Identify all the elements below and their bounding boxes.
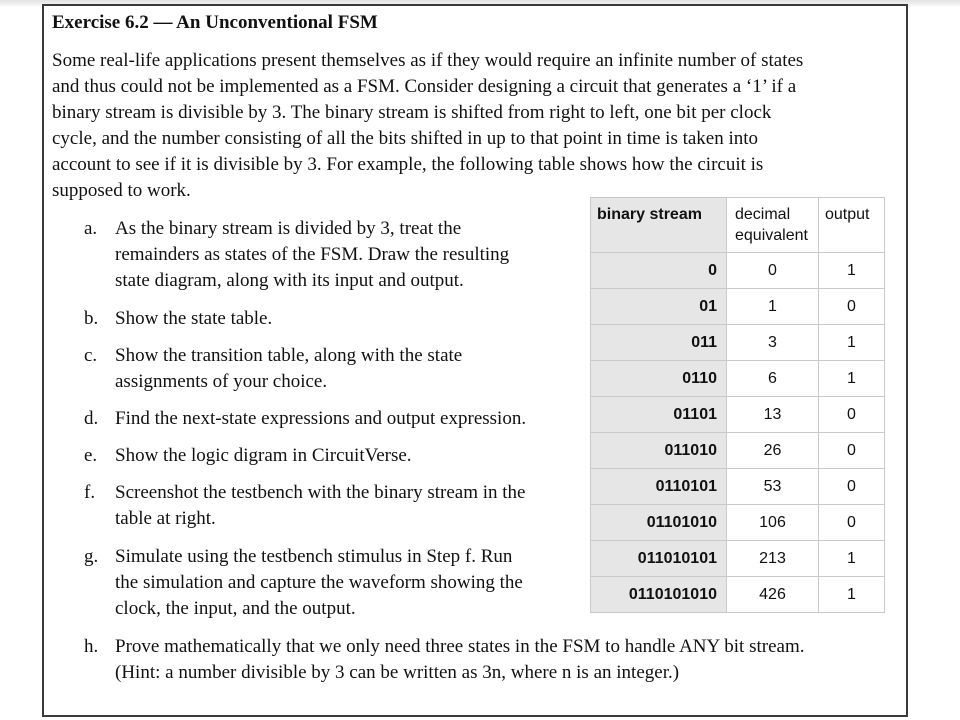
task-text: Find the next-state expressions and output expression. xyxy=(115,408,527,429)
task-letter: b. xyxy=(84,308,99,329)
cell-decimal: 3 xyxy=(727,325,819,361)
header-binary-stream: binary stream xyxy=(591,198,727,253)
header-decimal-equivalent: decimal equivalent xyxy=(727,198,819,253)
cell-output: 1 xyxy=(819,253,885,289)
task-text: Screenshot the testbench with the binary stream in the xyxy=(115,482,526,503)
cell-decimal: 13 xyxy=(727,397,819,433)
cell-binary-stream: 011 xyxy=(591,325,727,361)
task-letter: d. xyxy=(84,408,99,429)
task-letter: a. xyxy=(84,218,98,239)
task-text: Simulate using the testbench stimulus in Step f. Run xyxy=(115,546,513,567)
task-text: state diagram, along with its input and output. xyxy=(115,270,464,291)
binary-stream-table xyxy=(590,197,885,613)
task-letter: f. xyxy=(84,482,96,503)
intro-line: cycle, and the number consisting of all the bits shifted in up to that point in time is taken into xyxy=(52,128,759,149)
intro-line: and thus could not be implemented as a FSM. Consider designing a circuit that generates a ‘1’ if a xyxy=(52,76,797,97)
cell-output: 0 xyxy=(819,505,885,541)
table-row xyxy=(591,541,885,577)
task-text: (Hint: a number divisible by 3 can be written as 3n, where n is an integer.) xyxy=(115,662,680,683)
task-text: clock, the input, and the output. xyxy=(115,598,356,619)
cell-output: 0 xyxy=(819,289,885,325)
cell-decimal: 53 xyxy=(727,469,819,505)
cell-binary-stream: 01101010 xyxy=(591,505,727,541)
cell-binary-stream: 0 xyxy=(591,253,727,289)
table-row xyxy=(591,325,885,361)
task-letter: c. xyxy=(84,345,98,366)
table-header-row xyxy=(591,198,885,253)
cell-decimal: 26 xyxy=(727,433,819,469)
cell-decimal: 1 xyxy=(727,289,819,325)
cell-output: 1 xyxy=(819,541,885,577)
cell-decimal: 106 xyxy=(727,505,819,541)
intro-line: Some real-life applications present themselves as if they would require an infinite number of states xyxy=(52,50,804,71)
intro-line: binary stream is divisible by 3. The binary stream is shifted from right to left, one bit per clock xyxy=(52,102,772,123)
cell-decimal: 0 xyxy=(727,253,819,289)
task-text: Show the transition table, along with the state xyxy=(115,345,463,366)
task-text: the simulation and capture the waveform showing the xyxy=(115,572,523,593)
exercise-title: Exercise 6.2 — An Unconventional FSM xyxy=(52,12,378,33)
table-row xyxy=(591,469,885,505)
table-row xyxy=(591,433,885,469)
task-text: assignments of your choice. xyxy=(115,371,328,392)
table-row xyxy=(591,397,885,433)
task-letter: h. xyxy=(84,636,99,657)
task-text: Show the state table. xyxy=(115,308,273,329)
table-row xyxy=(591,361,885,397)
cell-output: 1 xyxy=(819,361,885,397)
cell-binary-stream: 011010 xyxy=(591,433,727,469)
task-letter: g. xyxy=(84,546,99,567)
cell-decimal: 6 xyxy=(727,361,819,397)
cell-output: 0 xyxy=(819,433,885,469)
cell-binary-stream: 011010101 xyxy=(591,541,727,577)
task-text: table at right. xyxy=(115,508,216,529)
task-text: remainders as states of the FSM. Draw the resulting xyxy=(115,244,510,265)
task-text: As the binary stream is divided by 3, treat the xyxy=(115,218,462,239)
table-row xyxy=(591,253,885,289)
task-letter: e. xyxy=(84,445,98,466)
table-row xyxy=(591,505,885,541)
cell-binary-stream: 01101 xyxy=(591,397,727,433)
header-output: output xyxy=(819,198,885,253)
cell-decimal: 213 xyxy=(727,541,819,577)
cell-output: 1 xyxy=(819,577,885,613)
cell-binary-stream: 01 xyxy=(591,289,727,325)
cell-binary-stream: 0110101 xyxy=(591,469,727,505)
intro-line: supposed to work. xyxy=(52,180,191,201)
cell-output: 0 xyxy=(819,469,885,505)
cell-decimal: 426 xyxy=(727,577,819,613)
table-row xyxy=(591,289,885,325)
cell-output: 0 xyxy=(819,397,885,433)
intro-line: account to see if it is divisible by 3. For example, the following table shows how the circuit is xyxy=(52,154,764,175)
task-text: Prove mathematically that we only need three states in the FSM to handle ANY bit stream. xyxy=(115,636,805,657)
cell-binary-stream: 0110101010 xyxy=(591,577,727,613)
cell-binary-stream: 0110 xyxy=(591,361,727,397)
cell-output: 1 xyxy=(819,325,885,361)
task-text: Show the logic digram in CircuitVerse. xyxy=(115,445,412,466)
table-row xyxy=(591,577,885,613)
